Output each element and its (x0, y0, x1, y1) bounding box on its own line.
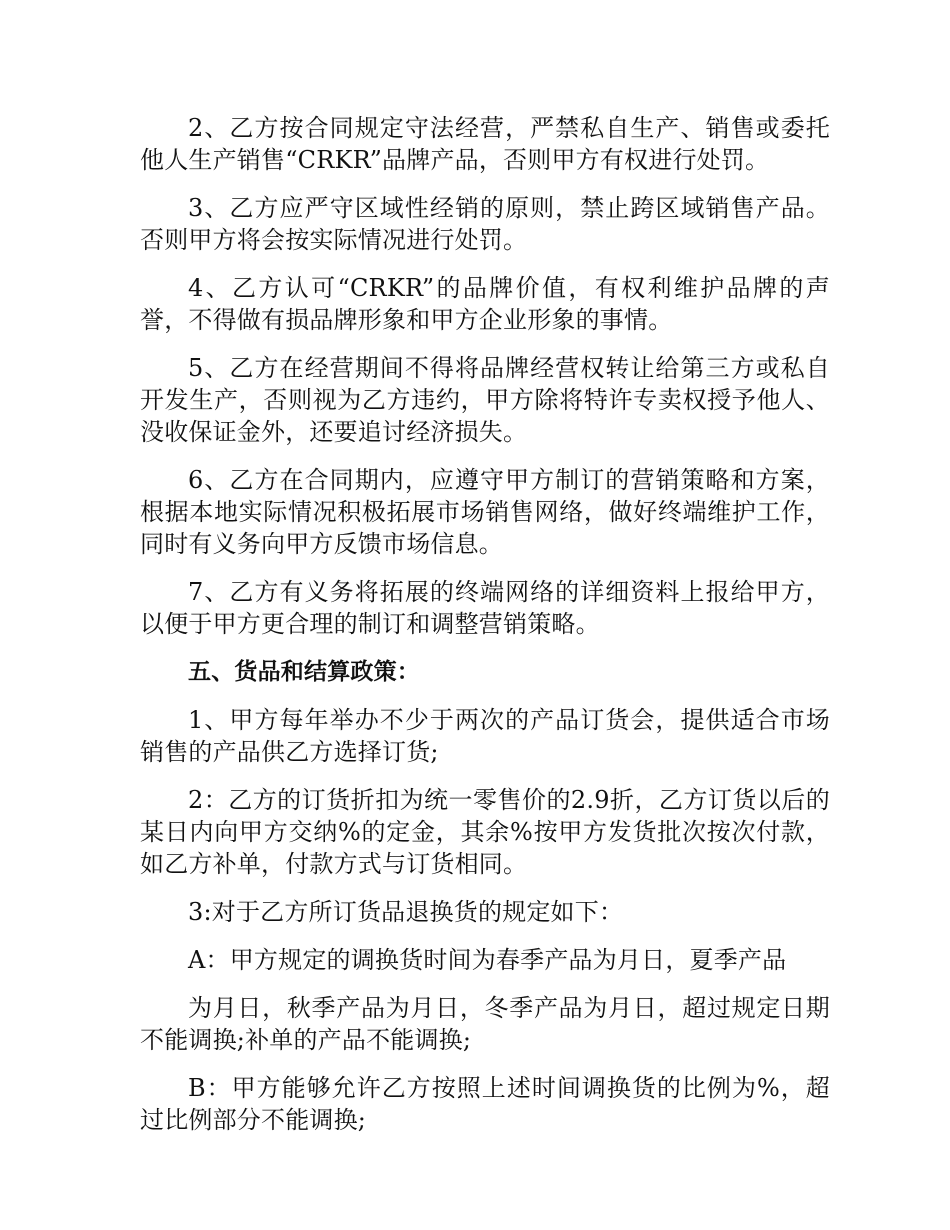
section-clause-a: A：甲方规定的调换货时间为春季产品为月日，夏季产品 (188, 946, 787, 974)
clause-7: 7、乙方有义务将拓展的终端网络的详细资料上报给甲方，以便于甲方更合理的制订和调整营销策略。 (140, 578, 830, 638)
section-heading: 五、货品和结算政策： (188, 659, 420, 685)
clause-6: 6、乙方在合同期内，应遵守甲方制订的营销策略和方案，根据本地实际情况积极拓展市场销售网络，做好终端维护工作，同时有义务向甲方反馈市场信息。 (140, 466, 830, 558)
clause-4: 4、乙方认可“CRKR”的品牌价值，有权利维护品牌的声誉，不得做有损品牌形象和甲方企业形象的事情。 (140, 274, 830, 334)
document-body (140, 112, 830, 1152)
section-clause-1: 1、甲方每年举办不少于两次的产品订货会，提供适合市场销售的产品供乙方选择订货; (140, 706, 830, 766)
section-clause-2: 2：乙方的订货折扣为统一零售价的2.9折，乙方订货以后的某日内向甲方交纳%的定金，其余%按甲方发货批次按次付款，如乙方补单，付款方式与订货相同。 (140, 786, 830, 878)
section-clause-b: B：甲方能够允许乙方按照上述时间调换货的比例为%，超过比例部分不能调换; (140, 1074, 830, 1134)
clause-5: 5、乙方在经营期间不得将品牌经营权转让给第三方或私自开发生产，否则视为乙方违约，甲方除将特许专卖权授予他人、没收保证金外，还要追讨经济损失。 (140, 354, 830, 446)
section-clause-3: 3:对于乙方所订货品退换货的规定如下： (188, 898, 624, 926)
section-clause-a-continued: 为月日，秋季产品为月日，冬季产品为月日，超过规定日期不能调换;补单的产品不能调换; (140, 994, 830, 1054)
clause-3: 3、乙方应严守区域性经销的原则，禁止跨区域销售产品。否则甲方将会按实际情况进行处罚。 (140, 194, 830, 254)
clause-2: 2、乙方按合同规定守法经营，严禁私自生产、销售或委托他人生产销售“CRKR”品牌产品，否则甲方有权进行处罚。 (140, 114, 830, 174)
